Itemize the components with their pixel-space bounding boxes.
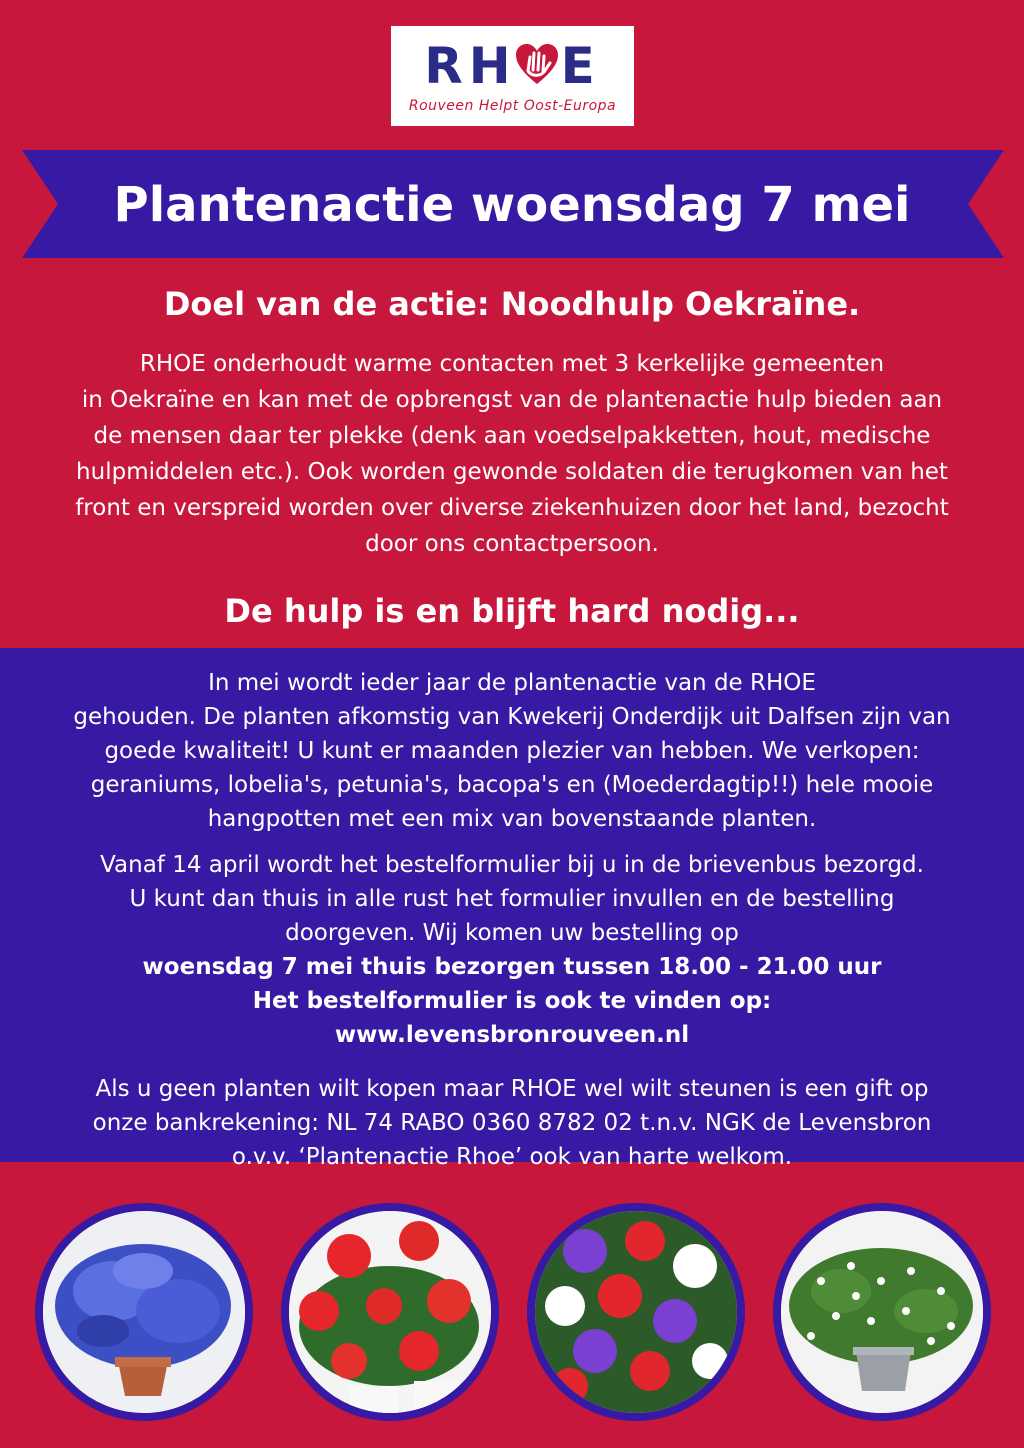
petunia-photo (527, 1203, 745, 1421)
plant-sale-paragraph: In mei wordt ieder jaar de plantenactie van de RHOE gehouden. De planten afkomstig van Kwekerij Onderdijk uit Dalfsen zijn van goede kwaliteit! U kunt er maanden plezier van hebben. We verkopen: geraniums, lobelia's, petunia's, bacopa's en (Moederdagtip!!) hele mooie hangpotten met een mix van bovenstaande planten. (73, 670, 951, 832)
logo-subtitle: Rouveen Helpt Oost-Europa (408, 98, 617, 114)
website-link: www.levensbronrouveen.nl (334, 1022, 690, 1048)
goal-paragraph: RHOE onderhoudt warme contacten met 3 kerkelijke gemeenten in Oekraïne en kan met de opbrengst van de plantenactie hulp bieden aan de mensen daar ter plekke (denk aan voedselpakketten, hout, medische hulpmiddelen etc.). Ook worden gewonde soldaten die terugkomen van het front en verspreid worden over diverse ziekenhuizen door het land, bezocht door ons contactpersoon. (75, 351, 949, 557)
donation-paragraph: Als u geen planten wilt kopen maar RHOE wel wilt steunen is een gift op onze bankrekening: NL 74 RABO 0360 8782 02 t.n.v. NGK de Levensbron o.v.v. ‘Plantenactie Rhoe’ ook van harte welkom. (92, 1076, 932, 1170)
rhoe-logo (391, 26, 634, 126)
help-heading: De hulp is en blijft hard nodig... (224, 592, 800, 630)
delivery-time: woensdag 7 mei thuis bezorgen tussen 18.00 - 21.00 uur (142, 954, 882, 980)
order-form-online: Het bestelformulier is ook te vinden op: (252, 988, 772, 1014)
geranium-photo (281, 1203, 499, 1421)
banner-title: Plantenactie woensdag 7 mei (113, 177, 911, 233)
bacopa-photo (773, 1203, 991, 1421)
logo-wordmark: RH E (424, 37, 601, 95)
heart-hand-icon (514, 41, 560, 87)
goal-heading: Doel van de actie: Noodhulp Oekraïne. (163, 285, 861, 323)
lobelia-photo (35, 1203, 253, 1421)
order-form-paragraph: Vanaf 14 april wordt het bestelformulier bij u in de brievenbus bezorgd. U kunt dan thuis in alle rust het formulier invullen en de bestelling doorgeven. Wij komen uw bestelling op woensdag 7 mei thuis bezorgen tussen 18.00 - 21.00 uur Het bestelformulier is ook te vinden op: www.levensbronrouveen.nl (20, 848, 1004, 1052)
